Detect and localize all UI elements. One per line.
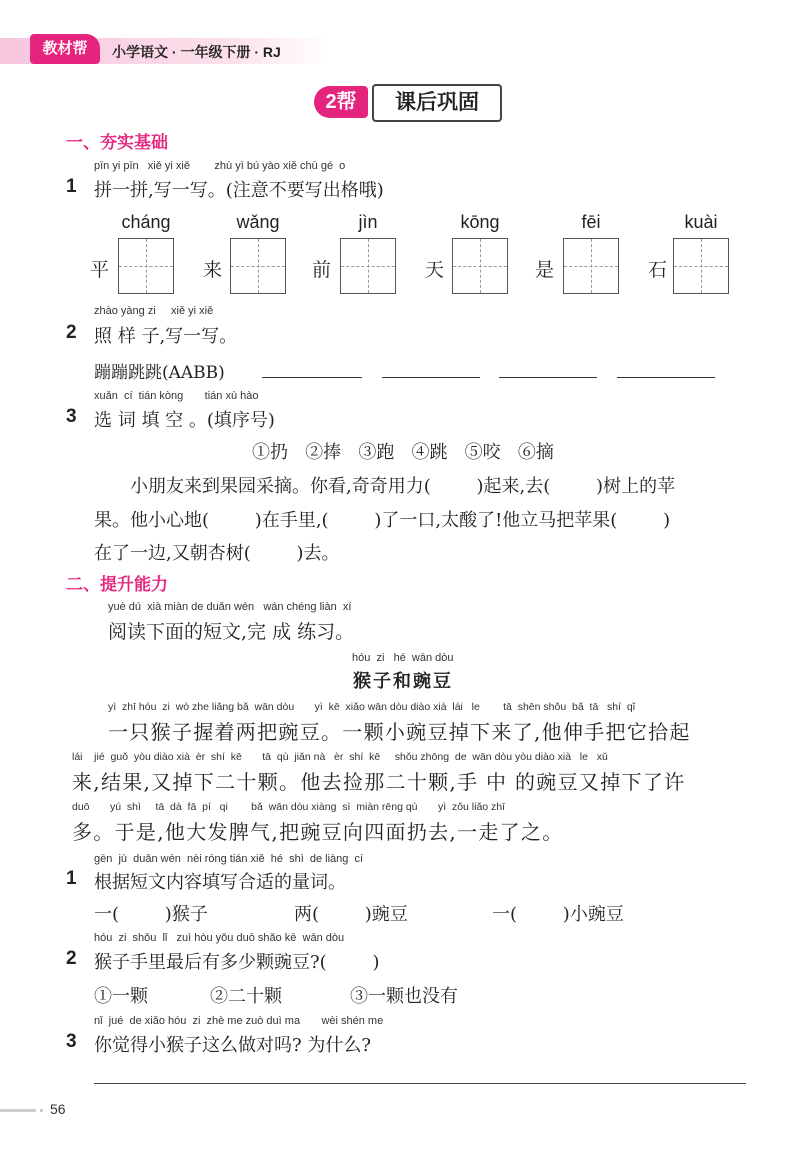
header-banner <box>0 32 330 66</box>
grid-pinyin-3: kōng <box>460 212 500 232</box>
answer-line[interactable] <box>94 1083 746 1084</box>
story-line-2: 来,结果,又掉下二十颗。他去捡那二十颗,手 中 的豌豆又掉下了许 <box>72 770 686 794</box>
grid-char-2: 前 <box>312 259 332 281</box>
q2-example: 蹦蹦跳跳(AABB) <box>94 363 225 383</box>
r3-number: 3 <box>66 1031 77 1052</box>
grid-pinyin-2: jìn <box>358 212 378 232</box>
writing-box-2[interactable] <box>340 238 396 294</box>
r1-number: 1 <box>66 868 77 889</box>
q3-line-3: 在了一边,又朝杏树( )去。 <box>94 543 340 564</box>
writing-box-5[interactable] <box>673 238 729 294</box>
r3-text: 你觉得小猴子这么做对吗? 为什么? <box>94 1035 372 1056</box>
q2-pinyin: zhào yàng zi xiě yi xiě <box>94 305 214 317</box>
r2-text: 猴子手里最后有多少颗豌豆?( ) <box>94 952 380 973</box>
r2-pinyin: hóu zi shǒu lǐ zuì hòu yǒu duō shǎo kē wān dòu <box>94 932 345 944</box>
q3-options: ①扔 ②捧 ③跑 ④跳 ⑤咬 ⑥摘 <box>252 442 554 463</box>
header-badge: 教材帮 <box>30 34 100 64</box>
story-title-pinyin: hóu zi hé wān dòu <box>352 652 454 664</box>
story-line-1: 一只猴子握着两把豌豆。一颗小豌豆掉下来了,他伸手把它拾起 <box>108 720 691 744</box>
grid-char-3: 天 <box>425 259 445 281</box>
story-pinyin-1: yì zhī hóu zi wò zhe liǎng bǎ wān dòu yì kē xiǎo wān dòu diào xià lái le tā shēn shǒu bǎ tā shí qǐ <box>108 701 636 713</box>
q2-text: 照 样 子,写一写。 <box>94 326 238 347</box>
q3-line-2: 果。他小心地( )在手里,( )了一口,太酸了!他立马把苹果( ) <box>94 510 671 531</box>
grid-char-4: 是 <box>535 259 555 281</box>
grid-char-0: 平 <box>90 259 110 281</box>
page-title <box>314 84 504 122</box>
title-badge: 2帮 <box>314 86 368 118</box>
title-text: 课后巩固 <box>372 84 502 122</box>
grid-pinyin-1: wǎng <box>236 212 280 232</box>
r2-option-a[interactable]: ①一颗 <box>94 986 148 1007</box>
q1-number: 1 <box>66 176 77 197</box>
writing-box-1[interactable] <box>230 238 286 294</box>
q1-pinyin: pīn yi pīn xiě yi xiě zhù yì bú yào xiě chū gé o <box>94 160 346 172</box>
grid-char-5: 石 <box>648 259 668 281</box>
q3-pinyin: xuǎn cí tián kòng tián xù hào <box>94 390 259 402</box>
story-pinyin-2: lái jié guǒ yòu diào xià èr shí kē tā qù jiǎn nà èr shí kē shǒu zhōng de wān dòu yòu diào xià le xǔ <box>72 751 608 763</box>
q3-number: 3 <box>66 406 77 427</box>
footer-dash <box>0 1109 36 1112</box>
footer-dot <box>40 1109 43 1112</box>
story-title: 猴子和豌豆 <box>353 671 453 691</box>
header-subject: 小学语文 · 一年级下册 · RJ <box>112 44 281 60</box>
q2-answer-line-2[interactable] <box>382 377 480 378</box>
r1-answer-b[interactable]: 两( )豌豆 <box>294 904 408 925</box>
story-pinyin-3: duō yú shì tā dà fā pí qi bǎ wān dòu xiàng sì miàn rēng qù yì zǒu liǎo zhī <box>72 801 506 813</box>
r1-answer-c[interactable]: 一( )小豌豆 <box>492 904 624 925</box>
writing-box-4[interactable] <box>563 238 619 294</box>
grid-pinyin-5: kuài <box>684 212 718 232</box>
q2-number: 2 <box>66 322 77 343</box>
reading-instruction: 阅读下面的短文,完 成 练习。 <box>108 621 355 643</box>
r2-number: 2 <box>66 948 77 969</box>
r2-option-c[interactable]: ③一颗也没有 <box>350 986 458 1007</box>
story-line-3: 多。于是,他大发脾气,把豌豆向四面扔去,一走了之。 <box>72 820 564 844</box>
q2-answer-line-1[interactable] <box>262 377 362 378</box>
r1-text: 根据短文内容填写合适的量词。 <box>94 872 346 893</box>
q2-answer-line-4[interactable] <box>617 377 715 378</box>
reading-pinyin: yuè dú xià miàn de duǎn wén wán chéng liàn xí <box>108 601 352 613</box>
grid-pinyin-4: fēi <box>581 212 601 232</box>
q1-text: 拼一拼,写一写。(注意不要写出格哦) <box>94 180 384 201</box>
section-title-improve: 二、提升能力 <box>66 575 168 595</box>
section-title-basics: 一、夯实基础 <box>66 133 168 153</box>
q2-answer-line-3[interactable] <box>499 377 597 378</box>
q3-line-1: 小朋友来到果园采摘。你看,奇奇用力( )起来,去( )树上的苹 <box>130 476 676 497</box>
writing-box-3[interactable] <box>452 238 508 294</box>
page-number: 56 <box>50 1101 66 1117</box>
r1-pinyin: gēn jù duǎn wén nèi róng tián xiě hé shì de liàng cí <box>94 853 364 865</box>
grid-char-1: 来 <box>203 259 223 281</box>
r2-option-b[interactable]: ②二十颗 <box>210 986 282 1007</box>
r3-pinyin: nǐ jué de xiǎo hóu zi zhè me zuò duì ma wèi shén me <box>94 1015 384 1027</box>
r1-answer-a[interactable]: 一( )猴子 <box>94 904 208 925</box>
grid-pinyin-0: cháng <box>121 212 171 232</box>
q3-text: 选 词 填 空 。(填序号) <box>94 410 275 431</box>
writing-box-0[interactable] <box>118 238 174 294</box>
